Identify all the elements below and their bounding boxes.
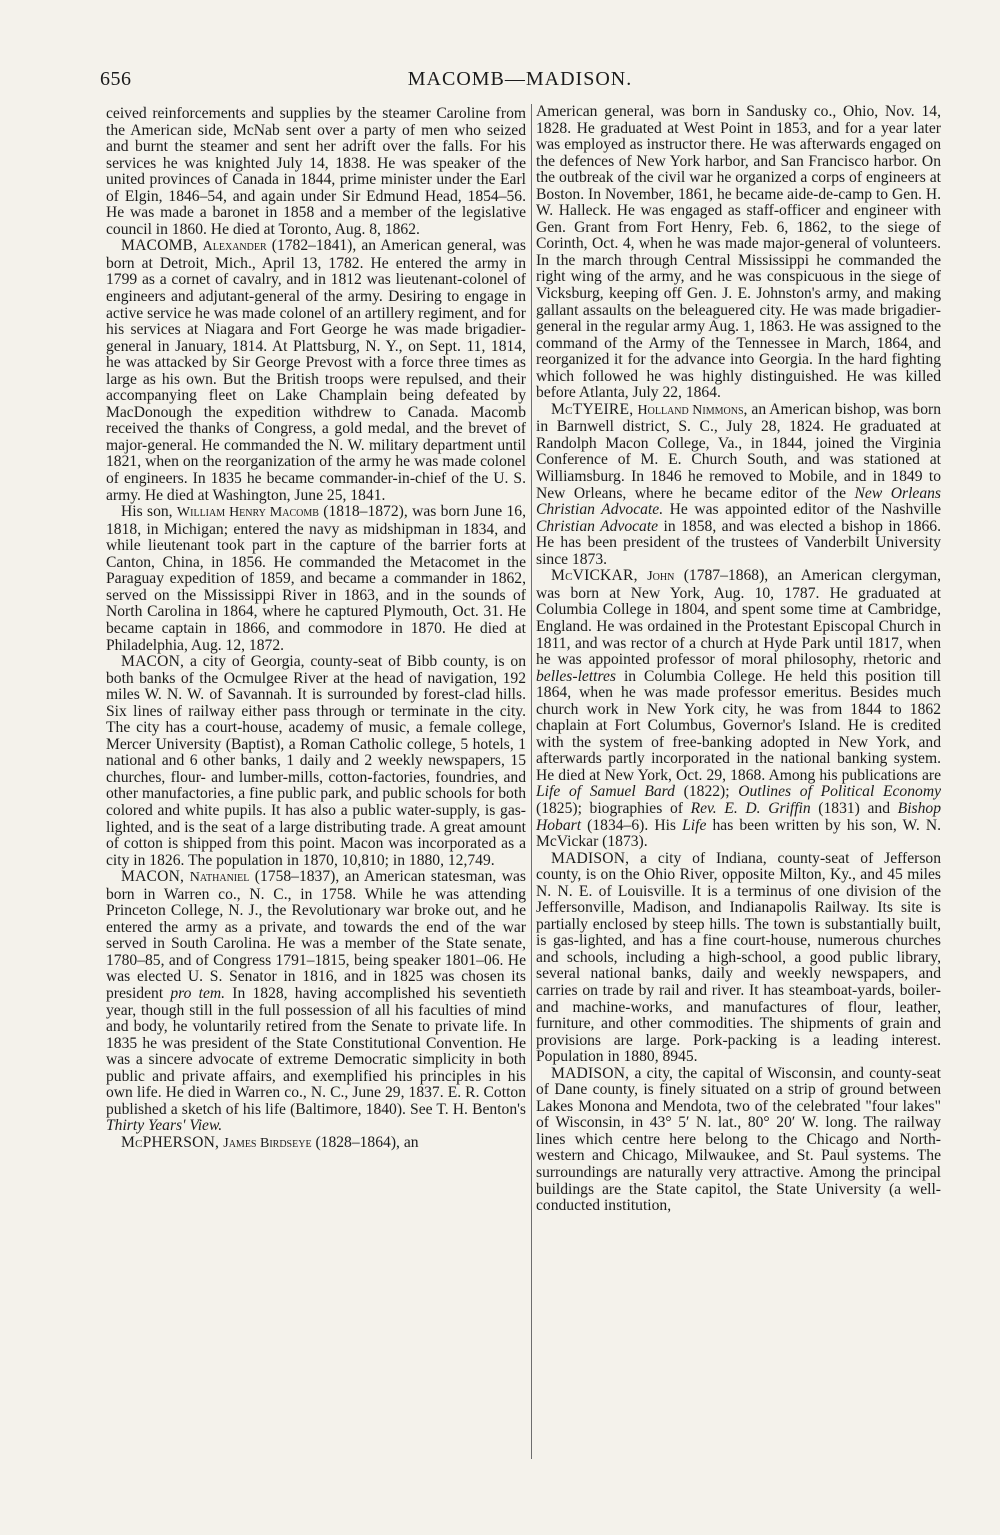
entry-mcpherson: McPHERSON, James Birdseye (1828–1864), an [121, 1133, 419, 1151]
entry-madison-wisconsin: MADISON, a city, the capital of Wisconsin, and county-seat of Dane county, is finely situated on a strip of ground between Lakes Monona and Mendota, two of the celebrated "four lakes" of Wisconsin, in 43° 5′ N. lat., 80° 20′ W. long. The railway lines which centre here belong to the Chicago and North-western and Chicago, Milwaukee, and St. Paul systems. The surroundings are naturally very attractive. Among the principal buildings are the State capitol, the State University (a well-conducted institution, [536, 1064, 941, 1215]
entry-macon-nathaniel: MACON, Nathaniel (1758–1837), an American statesman, was born in Warren co., N. C., in 1758. While he was attending Princeton College, N. J., the Revolutionary war broke out, and he entered the army as a private, and towards the end of the war served in South Carolina. He was a member of the State senate, 1780–85, and of Congress 1791–1815, being speaker 1801–06. He was elected U. S. Senator in 1816, and in 1825 was chosen its president pro tem. In 1828, having accomplished his seventieth year, though still in the full possession of all his faculties of mind and body, he voluntarily retired from the Senate to private life. In 1835 he was president of the State Constitutional Convention. He was a sincere advocate of extreme Democratic simplicity in both public and private affairs, and exemplified his principles in his own life. He died in Warren co., N. C., June 29, 1837. E. R. Cotton published a sketch of his life (Baltimore, 1840). See T. H. Benton's Thirty Years' View. [106, 868, 527, 1135]
entry-mcvickar: McVICKAR, John (1787–1868), an American clergyman, was born at New York, Aug. 10, 1787. He graduated at Columbia College in 1804, and spent some time at Cambridge, England. He was ordained in the Protestant Episcopal Church in 1811, and was rector of a church at Hyde Park until 1817, when he was appointed professor of moral philosophy, rhetoric and belles-lettres in Columbia College. He held this position till 1864, when he was made professor emeritus. Besides much church work in New York city, he was from 1844 to 1862 chaplain at Fort Columbus, Governor's Island. He is credited with the system of free-banking adopted in New York, and afterwards partly incorporated in the national banking system. He died at New York, Oct. 29, 1868. Among his publications are Life of Samuel Bard (1822); Outlines of Political Economy (1825); biographies of Rev. E. D. Griffin (1831) and Bishop Hobart (1834–6). His Life has been written by his son, W. N. McVickar (1873). [536, 567, 942, 851]
running-head: MACOMB—MADISON. [407, 68, 633, 90]
entry-headword: MACOMB, [121, 237, 203, 255]
continuation-paragraph: American general, was born in Sandusky co., Ohio, Nov. 14, 1828. He graduated at West Point in 1853, and for a year later was employed as instructor there. He was afterwards engaged on the defences of New York harbor, and San Francisco harbor. On the outbreak of the civil war he organized a corps of engineers at Boston. In November, 1861, he became aide-de-camp to Gen. H. W. Halleck. He was engaged as staff-officer and engineer with Gen. Grant from Fort Henry, Feb. 6, 1862, to the siege of Corinth, Oct. 4, when he was made major-general of volunteers. In the march through Central Mississippi he commanded the right wing of the army, and he was conspicuous in the siege of Vicksburg, keeping off Gen. J. E. Johnston's army, and making gallant assaults on the beleaguered city. He was made brigadier-general in the regular army Aug. 1, 1863. He was assigned to the command of the Army of the Tennessee in March, 1864, and reorganized it for the advance into Georgia. In the hard fighting which followed he was highly distinguished. He was killed before Atlanta, July 22, 1864. [536, 103, 941, 402]
left-column [106, 106, 526, 1152]
entry-macomb-william: His son, William Henry Macomb (1818–1872), was born June 16, 1818, in Michigan; entered the navy as midshipman in 1834, and while lieutenant took part in the capture of the barrier forts at Canton, China, in 1856. He commanded the Metacomet in the Paraguay expedition of 1859, and became a commander in 1862, served on the Mississippi River in 1863, and in the sounds of North Carolina in 1864, where he captured Plymouth, Oct. 31. He became captain in 1866, and commodore in 1870. He died at Philadelphia, Aug. 12, 1872. [106, 503, 527, 654]
entry-headword: MACON, [121, 868, 190, 886]
entry-subhead: Nathaniel [189, 870, 250, 886]
column-divider [531, 104, 532, 1459]
entry-subhead: James Birdseye [223, 1135, 312, 1151]
page-number: 656 [100, 68, 132, 90]
entry-subhead: John [647, 569, 675, 585]
entry-headword: McPHERSON, [121, 1133, 224, 1151]
entry-subhead: Holland Nimmons [637, 402, 744, 418]
entry-subhead: William Henry Macomb [176, 505, 319, 521]
entry-headword: MACON, [121, 653, 185, 671]
entry-headword: McTYEIRE, [551, 400, 638, 418]
entry-headword: MADISON, [551, 1064, 630, 1082]
entry-madison-indiana: MADISON, a city of Indiana, county-seat of Jefferson county, is on the Ohio River, opposite Milton, Ky., and 45 miles N. N. E. of Louisville. It is a terminus of one division of the Jeffersonville, Madison, and Indianapolis Railway. Its site is partially enclosed by steep hills. The town is substantially built, is gas-lighted, and has a fine court-house, numerous churches and schools, including a high-school, a good public library, several national banks, daily and weekly newspapers, and carries on trade by rail and river. It has steamboat-yards, boiler- and machine-works, and manufactures of flour, leather, furniture, and other commodities. The shipments of grain and provisions are large. Pork-packing is a leading interest. Population in 1880, 8945. [536, 849, 941, 1066]
entry-mctyeire: McTYEIRE, Holland Nimmons, an American bishop, was born in Barnwell district, S. C., July 28, 1824. He graduated at Randolph Macon College, Va., in 1844, joined the Virginia Conference of M. E. Church South, and was stationed at Williamsburg. In 1846 he removed to Mobile, and in 1849 to New Orleans, where he became editor of the New Orleans Christian Advocate. He was appointed editor of the Nashville Christian Advocate in 1858, and was elected a bishop in 1866. He has been president of the trustees of Vanderbilt University since 1873. [536, 400, 941, 568]
page-header [100, 68, 940, 98]
right-column [536, 104, 941, 1215]
continuation-paragraph: ceived reinforcements and supplies by the steamer Caroline from the American side, McNab sent over a party of men who seized and burnt the steamer and sent her adrift over the falls. For his services he was knighted July 14, 1838. He was speaker of the united provinces of Canada in 1844, prime minister under the Earl of Elgin, 1846–54, and again under Sir Edmund Head, 1854–56. He was made a baronet in 1858 and a member of the legislative council in 1860. He died at Toronto, Aug. 8, 1862. [106, 105, 526, 238]
entry-headword: MADISON, [551, 849, 630, 867]
entry-macomb-alexander: MACOMB, Alexander (1782–1841), an American general, was born at Detroit, Mich., April 13, 1782. He entered the army in 1799 as a cornet of cavalry, and in 1812 was lieutenant-colonel of engineers and adjutant-general of the army. Desiring to engage in active service he was made colonel of an artillery regiment, and for his services at Niagara and Fort George he was made brigadier-general in January, 1814. At Plattsburg, N. Y., on Sept. 11, 1814, he was attacked by Sir George Prevost with a force three times as large as his own. But the British troops were repulsed, and their accompanying fleet on Lake Champlain being defeated by MacDonough the expedition withdrew to Canada. Macomb received the thanks of Congress, a gold medal, and the brevet of major-general. He commanded the N. W. military department until 1821, when on the reorganization of the army he was made colonel of engineers. In 1835 he became commander-in-chief of the U. S. army. He died at Washington, June 25, 1841. [106, 237, 526, 504]
entry-subhead: Alexander [202, 239, 267, 255]
entry-macon-city: MACON, a city of Georgia, county-seat of Bibb county, is on both banks of the Ocmulgee River at the head of navigation, 192 miles W. N. W. of Savannah. It is surrounded by forest-clad hills. Six lines of railway either pass through or terminate in the city. The city has a court-house, academy of music, a female college, Mercer University (Baptist), a Roman Catholic college, 5 hotels, 1 national and 6 other banks, 1 daily and 2 weekly newspapers, 15 churches, flour- and lumber-mills, cotton-factories, foundries, and other manufactories, a fine public park, and public schools for both colored and white pupils. It has also a public water-supply, is gas-lighted, and is the seat of a large distributing trade. A great amount of cotton is shipped from this point. Macon was incorporated as a city in 1826. The population in 1870, 10,810; in 1880, 12,749. [106, 653, 526, 869]
entry-headword: McVICKAR, [551, 567, 648, 585]
